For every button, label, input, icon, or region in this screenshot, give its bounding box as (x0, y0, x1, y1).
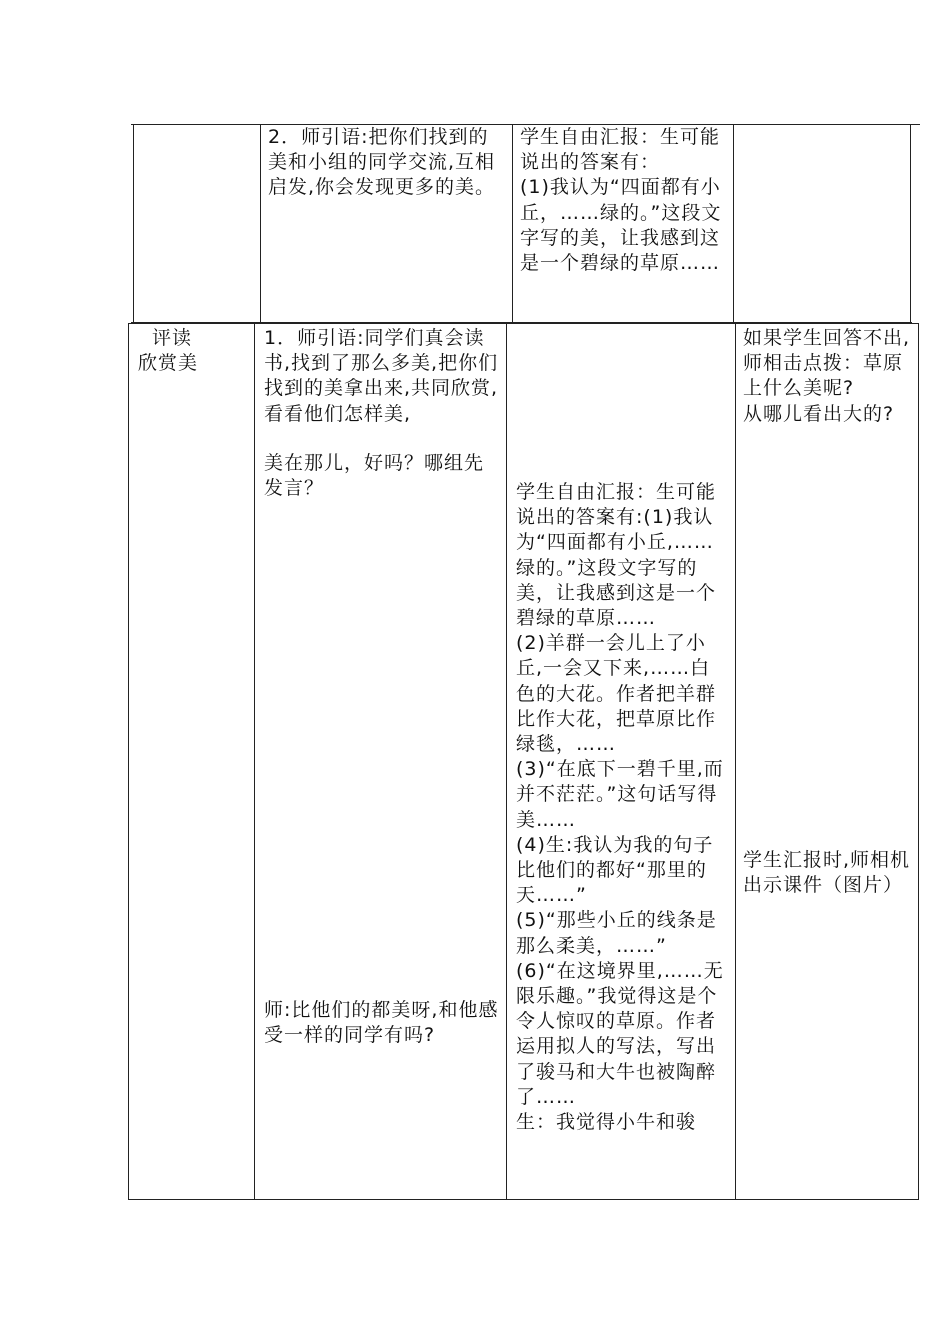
table1-vline-1 (133, 124, 134, 322)
student-answer-6: (6)“在这境界里,……无限乐趣。”我觉得这是个令人惊叹的草原。作者运用拟人的写法，写出了骏马和大牛也被陶醉了…… (516, 959, 724, 1108)
table2-bottom-border (128, 1199, 919, 1200)
table2-vline-5 (918, 323, 919, 1200)
table2-teacher-cell-a (264, 326, 500, 501)
student-answer-5: (5)“那些小丘的线条是那么柔美，……” (516, 909, 717, 957)
table1-student-text-2: (1)我认为“四面都有小丘，……绿的。”这段文字写的美，让我感到这是一个碧绿的草原…… (520, 176, 722, 275)
teacher-followup-text: 师:比他们的都美呀,和他感受一样的同学有吗? (264, 999, 499, 1047)
table2-teacher-cell-c (264, 998, 500, 1048)
table2-vline-2 (254, 323, 255, 1200)
table1-vline-3 (512, 124, 513, 322)
student-answer-1: 学生自由汇报：生可能说出的答案有:(1)我认为“四面都有小丘,……绿的。”这段文字写的美，让我感到这是一个碧绿的草原…… (516, 481, 717, 630)
note-courseware-text: 学生汇报时,师相机出示课件（图片） (743, 849, 911, 897)
teacher-question-text: 美在那儿，好吗？哪组先发言？ (264, 451, 485, 500)
table1-student-text-1: 学生自由汇报：生可能说出的答案有： (520, 126, 721, 174)
table1-vline-5 (910, 124, 911, 322)
teacher-intro-text: 1．师引语:同学们真会读书,找到了那么多美,把你们找到的美拿出来,共同欣赏, (264, 327, 499, 400)
table1-vline-4 (733, 124, 734, 322)
note-hint-text: 如果学生回答不出,师相击点拨：草原上什么美呢? (743, 327, 911, 400)
stage-label-line-2: 欣赏美 (138, 352, 199, 375)
table1-teacher-cell (268, 125, 504, 201)
table2-vline-1 (128, 323, 129, 1200)
student-answer-7: 生：我觉得小牛和骏 (516, 1111, 697, 1134)
table2-student-cell (516, 480, 728, 1135)
spacer (264, 427, 500, 451)
table2-note-cell-a (743, 326, 913, 427)
student-answer-4: (4)生:我认为我的句子比他们的都好“那里的天……” (516, 833, 714, 907)
student-answer-3: (3)“在底下一碧千里,而并不茫茫。”这句话写得美…… (516, 758, 724, 831)
student-answer-2: (2)羊群一会儿上了小丘,一会又下来,……白色的大花。作者把羊群比作大花，把草原比作绿毯，…… (516, 632, 717, 756)
table1-vline-2 (260, 124, 261, 322)
note-hint-text-2: 从哪儿看出大的? (743, 402, 895, 425)
table2-vline-3 (506, 323, 507, 1200)
stage-label-line-1: 评读 (152, 327, 193, 349)
table2-top-border (128, 323, 919, 324)
teacher-intro-text-2: 看看他们怎样美, (264, 402, 412, 425)
table2-stage-cell (138, 326, 248, 376)
table1-student-cell (520, 125, 728, 276)
table1-teacher-text: 2．师引语:把你们找到的美和小组的同学交流,互相启发,你会发现更多的美。 (268, 126, 496, 199)
table2-note-cell-b (743, 848, 913, 898)
table2-vline-4 (735, 323, 736, 1200)
